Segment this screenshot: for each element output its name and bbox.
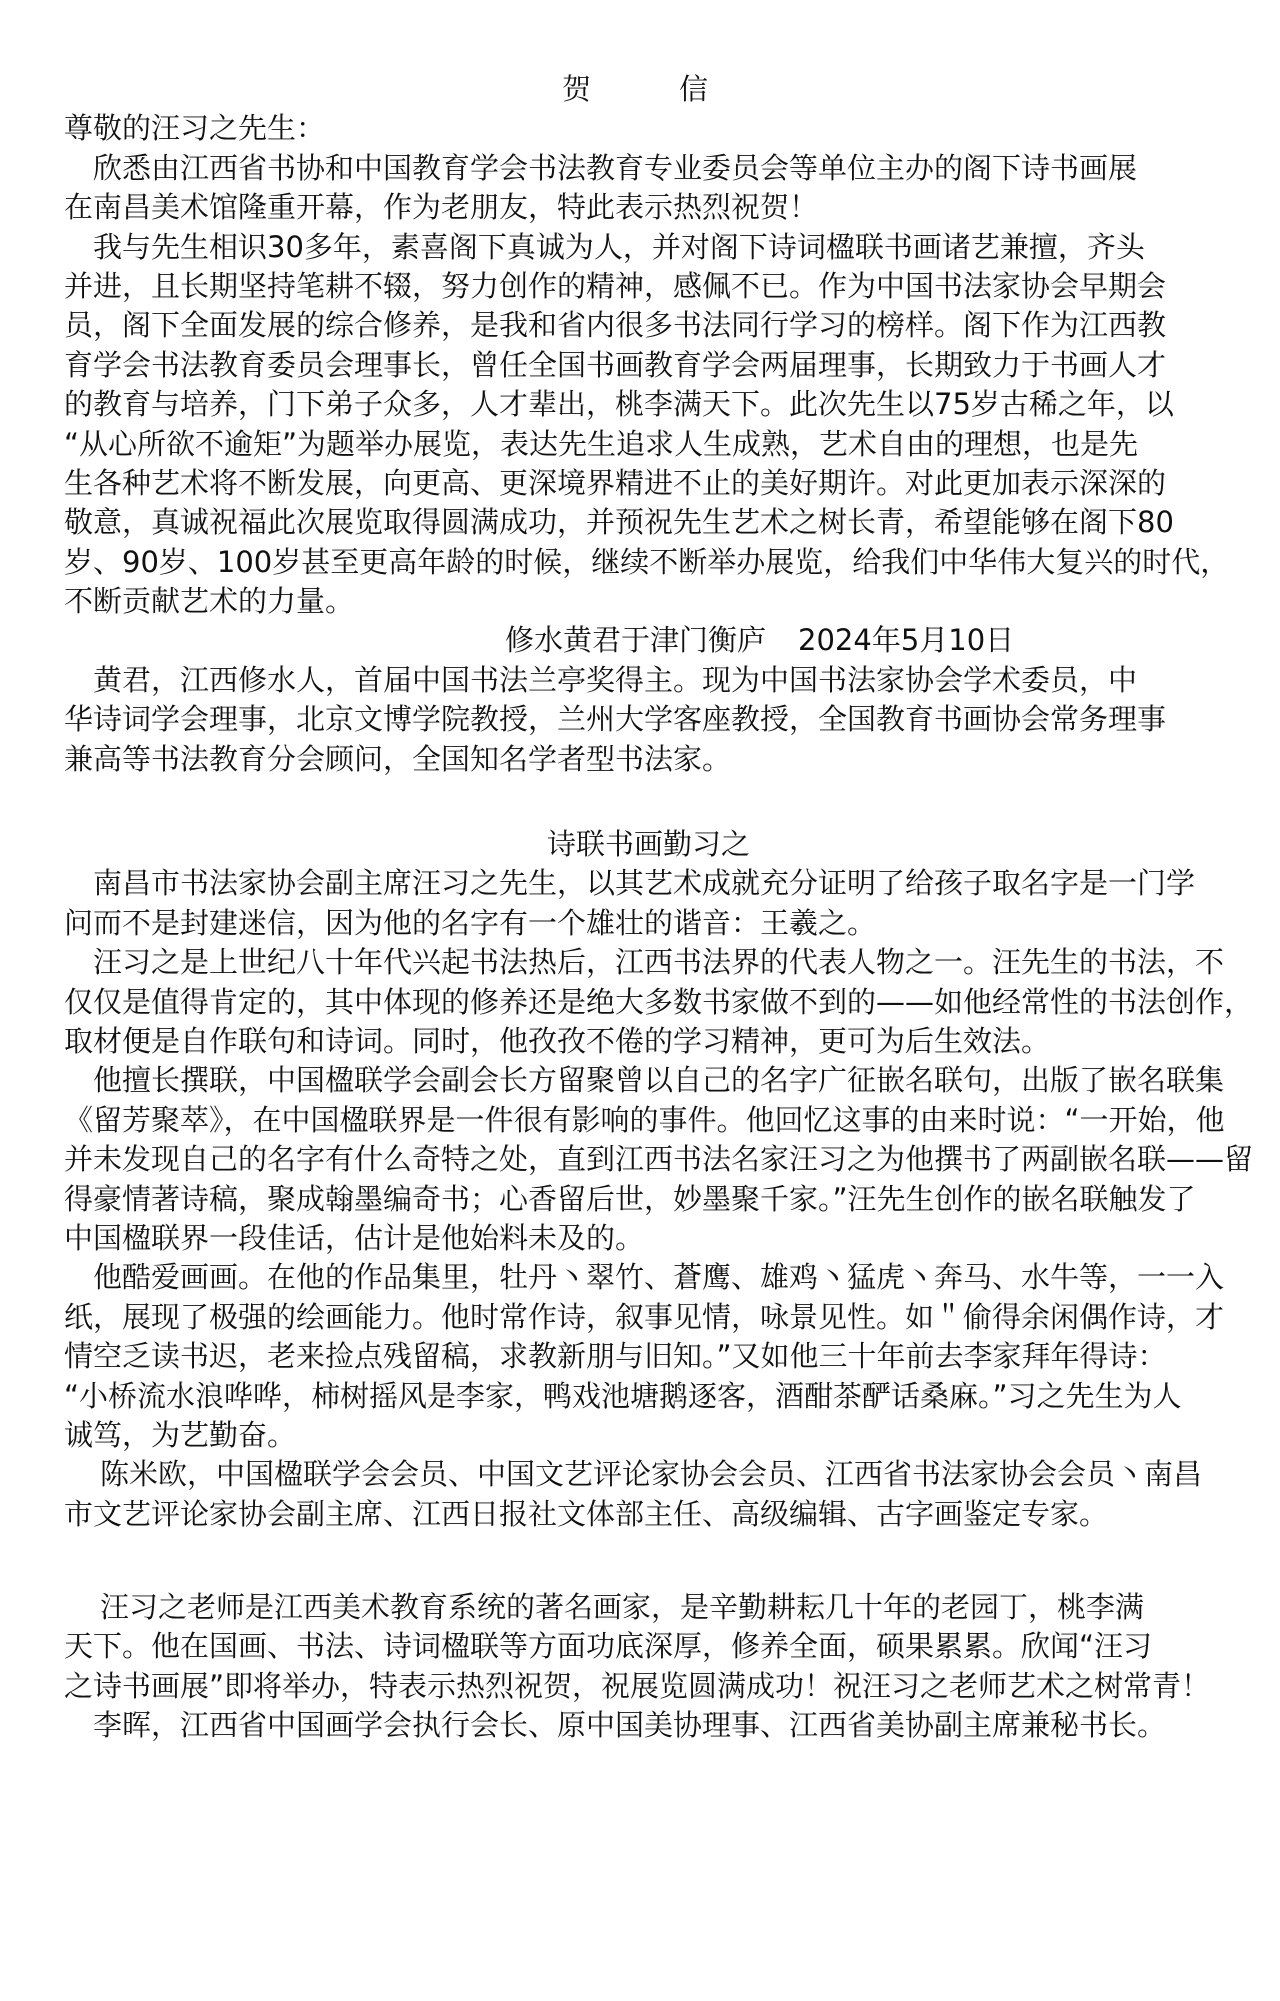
article-paragraph-1 (64, 864, 1264, 943)
text-line: 问而不是封建迷信，因为他的名字有一个雄壮的谐音：王羲之。 (64, 905, 877, 940)
text-line: 并进，且长期坚持笔耕不辍，努力创作的精神，感佩不已。作为中国书法家协会早期会 (64, 268, 1167, 303)
text-line: 仅仅是值得肯定的，其中体现的修养还是绝大多数书家做不到的——如他经常性的书法创作， (64, 984, 1254, 1019)
text-line: 生各种艺术将不断发展，向更高、更深境界精进不止的美好期许。对此更加表示深深的 (64, 465, 1167, 500)
article-paragraph-2 (64, 943, 1264, 1061)
text-line: 汪习之是上世纪八十年代兴起书法热后，江西书法界的代表人物之一。汪先生的书法，不 (93, 945, 1225, 980)
letter-title: 贺 信 (562, 72, 711, 106)
note-author-bio: 李晖，江西省中国画学会执行会长、原中国美协理事、江西省美协副主席兼秘书长。 (93, 1708, 1167, 1743)
text-line: 诚笃，为艺勤奋。 (64, 1417, 297, 1452)
letter-paragraph-1 (64, 149, 1264, 228)
text-line: 南昌市书法家协会副主席汪习之先生，以其艺术成就充分证明了给孩子取名字是一门学 (93, 866, 1196, 901)
letter-author-bio (64, 661, 1264, 779)
text-line: “小桥流水浪哗哗，柿树摇风是李家，鸭戏池塘鹅逐客，酒酣茶酽话桑麻。”习之先生为人 (64, 1378, 1182, 1413)
document-page (64, 70, 1264, 1746)
text-line: 市文艺评论家协会副主席、江西日报社文体部主任、高级编辑、古字画鉴定专家。 (64, 1496, 1109, 1531)
article-section (64, 825, 1264, 1534)
letter-signature-line (64, 621, 1264, 660)
note-paragraph (64, 1588, 1264, 1706)
text-line: 陈米欧，中国楹联学会会员、中国文艺评论家协会会员、江西省书法家协会会员丶南昌 (100, 1457, 1203, 1492)
text-line: 情空乏读书迟，老来捡点残留稿，求教新朋与旧知。”又如他三十年前去李家拜年得诗： (64, 1339, 1167, 1374)
text-line: 汪习之老师是江西美术教育系统的著名画家，是辛勤耕耘几十年的老园丁，桃李满 (100, 1590, 1145, 1625)
text-line: 在南昌美术馆隆重开幕，作为老朋友，特此表示热烈祝贺！ (64, 190, 819, 225)
letter-salutation: 尊敬的汪习之先生： (64, 111, 326, 146)
letter-signature: 修水黄君于津门衡庐 (505, 623, 767, 658)
text-line: 我与先生相识30多年，素喜阁下真诚为人，并对阁下诗词楹联书画诸艺兼擅，齐头 (93, 229, 1145, 264)
article-paragraph-3 (64, 1061, 1264, 1258)
text-line: 欣悉由江西省书协和中国教育学会书法教育专业委员会等单位主办的阁下诗书画展 (93, 150, 1138, 185)
text-line: “从心所欲不逾矩”为题举办展览，表达先生追求人生成熟，艺术自由的理想，也是先 (64, 426, 1139, 461)
text-line: 并未发现自己的名字有什么奇特之处，直到江西书法名家汪习之为他撰书了两副嵌名联——留 (64, 1142, 1254, 1177)
article-title: 诗联书画勤习之 (547, 827, 751, 862)
text-line: 育学会书法教育委员会理事长，曾任全国书画教育学会两届理事，长期致力于书画人才 (64, 347, 1167, 382)
text-line: 兼高等书法教育分会顾问，全国知名学者型书法家。 (64, 741, 732, 776)
text-line: 员，阁下全面发展的综合修养，是我和省内很多书法同行学习的榜样。阁下作为江西教 (64, 308, 1167, 343)
text-line: 岁、90岁、100岁甚至更高年龄的时候，继续不断举办展览，给我们中华伟大复兴的时代， (64, 544, 1230, 579)
text-line: 《留芳聚萃》，在中国楹联界是一件很有影响的事件。他回忆这事的由来时说：“一开始，他 (64, 1102, 1225, 1137)
text-line: 他擅长撰联，中国楹联学会副会长方留聚曾以自己的名字广征嵌名联句，出版了嵌名联集 (93, 1063, 1225, 1098)
letter-paragraph-2 (64, 228, 1264, 622)
text-line: 黄君，江西修水人，首届中国书法兰亭奖得主。现为中国书法家协会学术委员，中 (93, 662, 1138, 697)
text-line: 敬意，真诚祝福此次展览取得圆满成功，并预祝先生艺术之树长青，希望能够在阁下80 (64, 505, 1174, 540)
text-line: 中国楹联界一段佳话，估计是他始料未及的。 (64, 1220, 645, 1255)
text-line: 的教育与培养，门下弟子众多，人才辈出，桃李满天下。此次先生以75岁古稀之年，以 (64, 387, 1174, 422)
text-line: 纸，展现了极强的绘画能力。他时常作诗，叙事见情，咏景见性。如＂偷得余闲偶作诗，才 (64, 1299, 1225, 1334)
congratulatory-letter (64, 70, 1264, 779)
text-line: 得豪情著诗稿，聚成翰墨编奇书；心香留后世，妙墨聚千家。”汪先生创作的嵌名联触发了 (64, 1181, 1196, 1216)
letter-date: 2024年5月10日 (798, 623, 1015, 658)
text-line: 他酷爱画画。在他的作品集里，牡丹丶翠竹、蒼鹰、雄鸡丶猛虎丶奔马、水牛等，一一入 (93, 1260, 1225, 1295)
article-author-bio (64, 1455, 1264, 1534)
text-line: 华诗词学会理事，北京文博学院教授，兰州大学客座教授，全国教育书画协会常务理事 (64, 702, 1167, 737)
article-paragraph-4 (64, 1258, 1264, 1455)
section-spacer (64, 1534, 1264, 1588)
text-line: 天下。他在国画、书法、诗词楹联等方面功底深厚，修养全面，硕果累累。欣闻“汪习 (64, 1629, 1153, 1664)
text-line: 之诗书画展”即将举办，特表示热烈祝贺，祝展览圆满成功！祝汪习之老师艺术之树常青！ (64, 1668, 1211, 1703)
note-section (64, 1588, 1264, 1746)
section-spacer (64, 779, 1264, 825)
text-line: 不断贡献艺术的力量。 (64, 584, 355, 619)
text-line: 取材便是自作联句和诗词。同时，他孜孜不倦的学习精神，更可为后生效法。 (64, 1023, 1051, 1058)
